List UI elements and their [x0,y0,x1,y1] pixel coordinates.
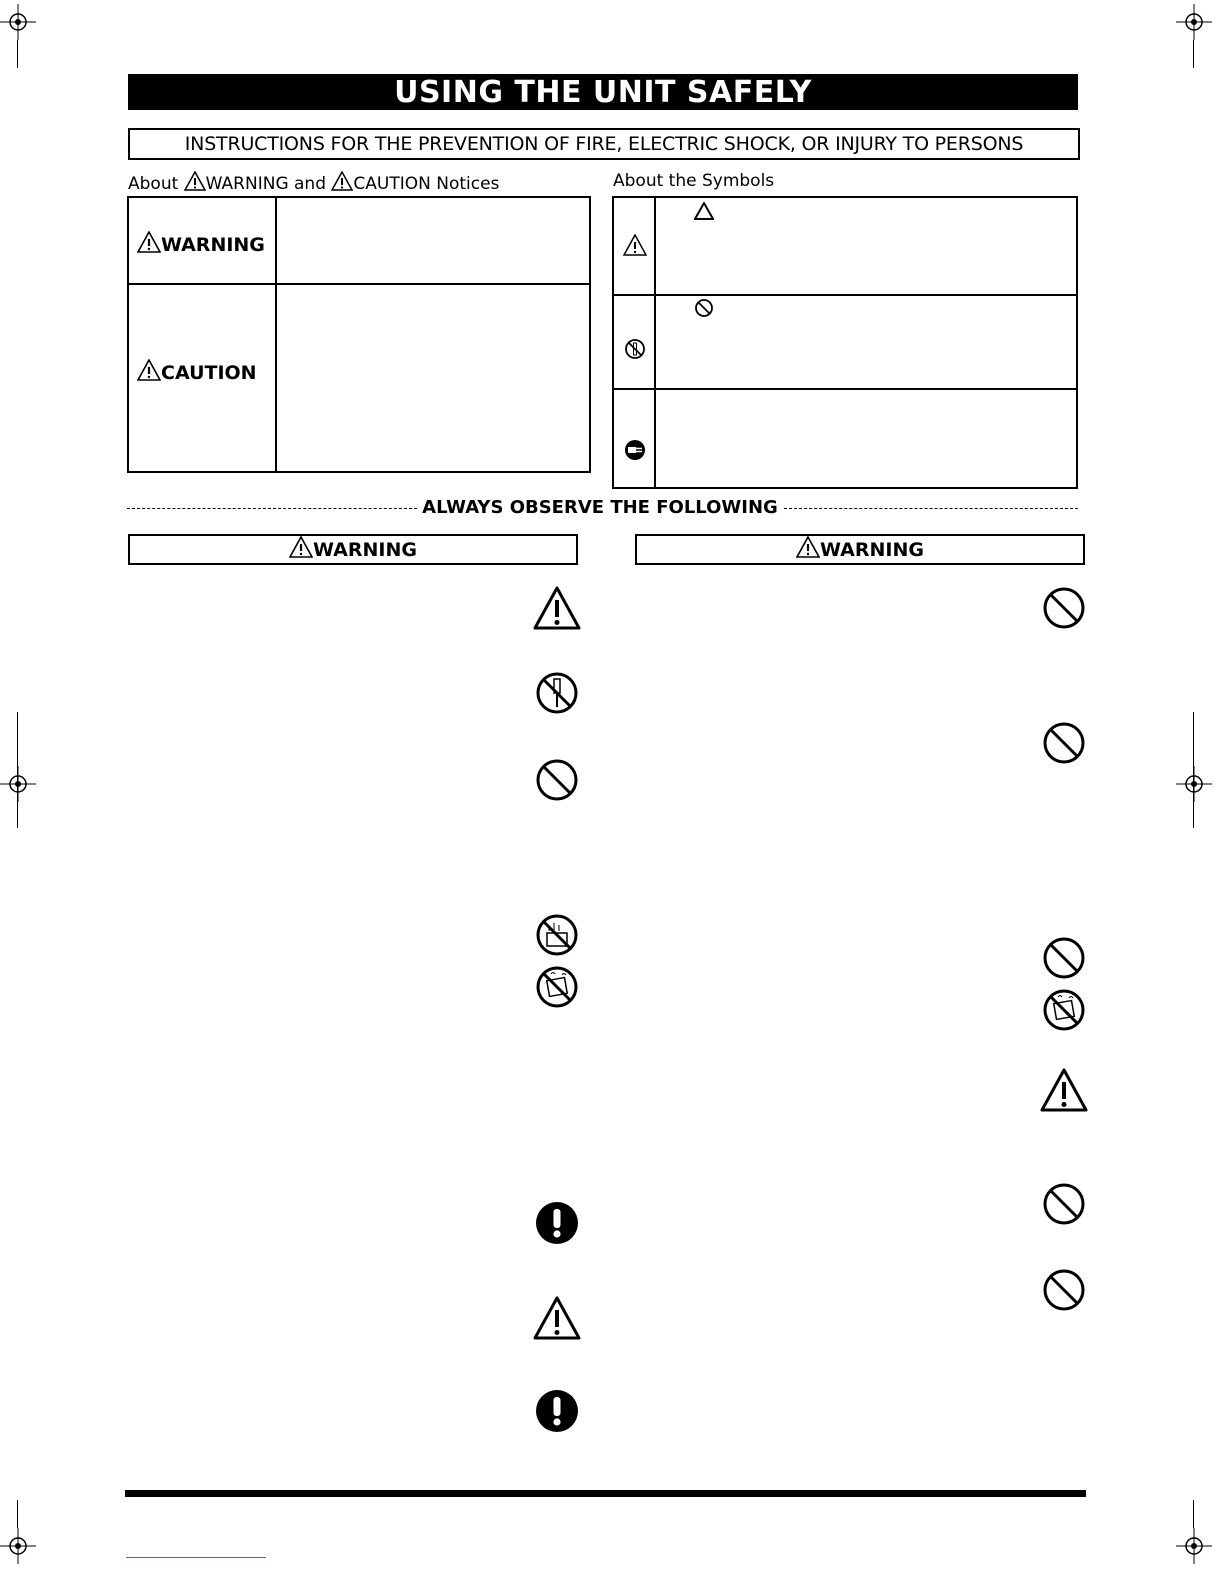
warning-triangle-icon [532,585,582,631]
caution-triangle-icon [331,171,353,191]
crop-line [17,712,18,828]
symbols-table-divider [654,198,656,487]
symbols-table-row-divider [614,388,1076,390]
warning-triangle-icon [137,231,161,253]
symbols-table-row-divider [614,294,1076,296]
prohibited-icon [535,758,579,802]
notices-table-row-divider [129,283,589,285]
notices-heading [128,171,499,194]
footer-link-underline [126,1557,266,1558]
warning-notice-text: WARNING [161,234,265,256]
warning-triangle-icon [532,1295,582,1341]
warning-triangle-icon [623,234,647,256]
registration-mark-mid-right [1176,766,1212,802]
prohibited-icon [1042,1182,1086,1226]
crop-line [17,40,18,68]
always-observe-heading: ALWAYS OBSERVE THE FOLLOWING [420,497,780,519]
warning-triangle-icon [796,536,820,558]
prohibited-icon [1042,721,1086,765]
registration-mark-top-right [1176,4,1212,40]
mandatory-action-icon [535,1389,579,1433]
warning-triangle-icon [184,171,206,191]
unplug-icon [624,439,646,461]
page-subtitle: INSTRUCTIONS FOR THE PREVENTION OF FIRE, ELECTRIC SHOCK, OR INJURY TO PERSONS [128,128,1080,160]
notices-heading-prefix: About [128,174,179,194]
crop-line [17,1500,18,1528]
left-warning-header [128,534,578,565]
symbols-heading: About the Symbols [613,171,775,191]
no-liquid-icon [535,965,579,1009]
left-warning-header-text: WARNING [313,539,417,561]
symbols-table [612,196,1078,489]
caution-notice-text: CAUTION [161,362,257,384]
prohibition-circle-icon [694,298,714,318]
crop-line [1193,1500,1194,1528]
registration-mark-top-left [0,4,36,40]
page-title: USING THE UNIT SAFELY [128,74,1078,110]
triangle-outline-icon [694,202,714,220]
notices-table [127,196,591,473]
no-liquid-icon [1042,988,1086,1032]
dashed-rule-right [784,508,1078,509]
crop-line [1193,712,1194,828]
prohibition-disassemble-icon [624,338,646,360]
registration-mark-bottom-left [0,1528,36,1564]
notices-heading-warning: WARNING and [205,174,326,194]
no-water-icon [535,913,579,957]
prohibited-icon [1042,586,1086,630]
registration-mark-bottom-right [1176,1528,1212,1564]
notices-heading-caution: CAUTION Notices [353,174,500,194]
mandatory-action-icon [535,1201,579,1245]
right-warning-header [635,534,1085,565]
caution-triangle-icon [137,359,161,381]
bottom-rule [125,1490,1086,1497]
right-warning-header-text: WARNING [820,539,924,561]
prohibited-icon [1042,936,1086,980]
notices-table-divider [275,198,277,471]
caution-notice-label [137,359,257,384]
warning-triangle-icon [1039,1067,1089,1113]
warning-notice-label [137,231,265,256]
no-disassemble-icon [535,671,579,715]
warning-triangle-icon [289,536,313,558]
crop-line [1193,40,1194,68]
registration-mark-mid-left [0,766,36,802]
prohibited-icon [1042,1268,1086,1312]
dashed-rule-left [127,508,417,509]
